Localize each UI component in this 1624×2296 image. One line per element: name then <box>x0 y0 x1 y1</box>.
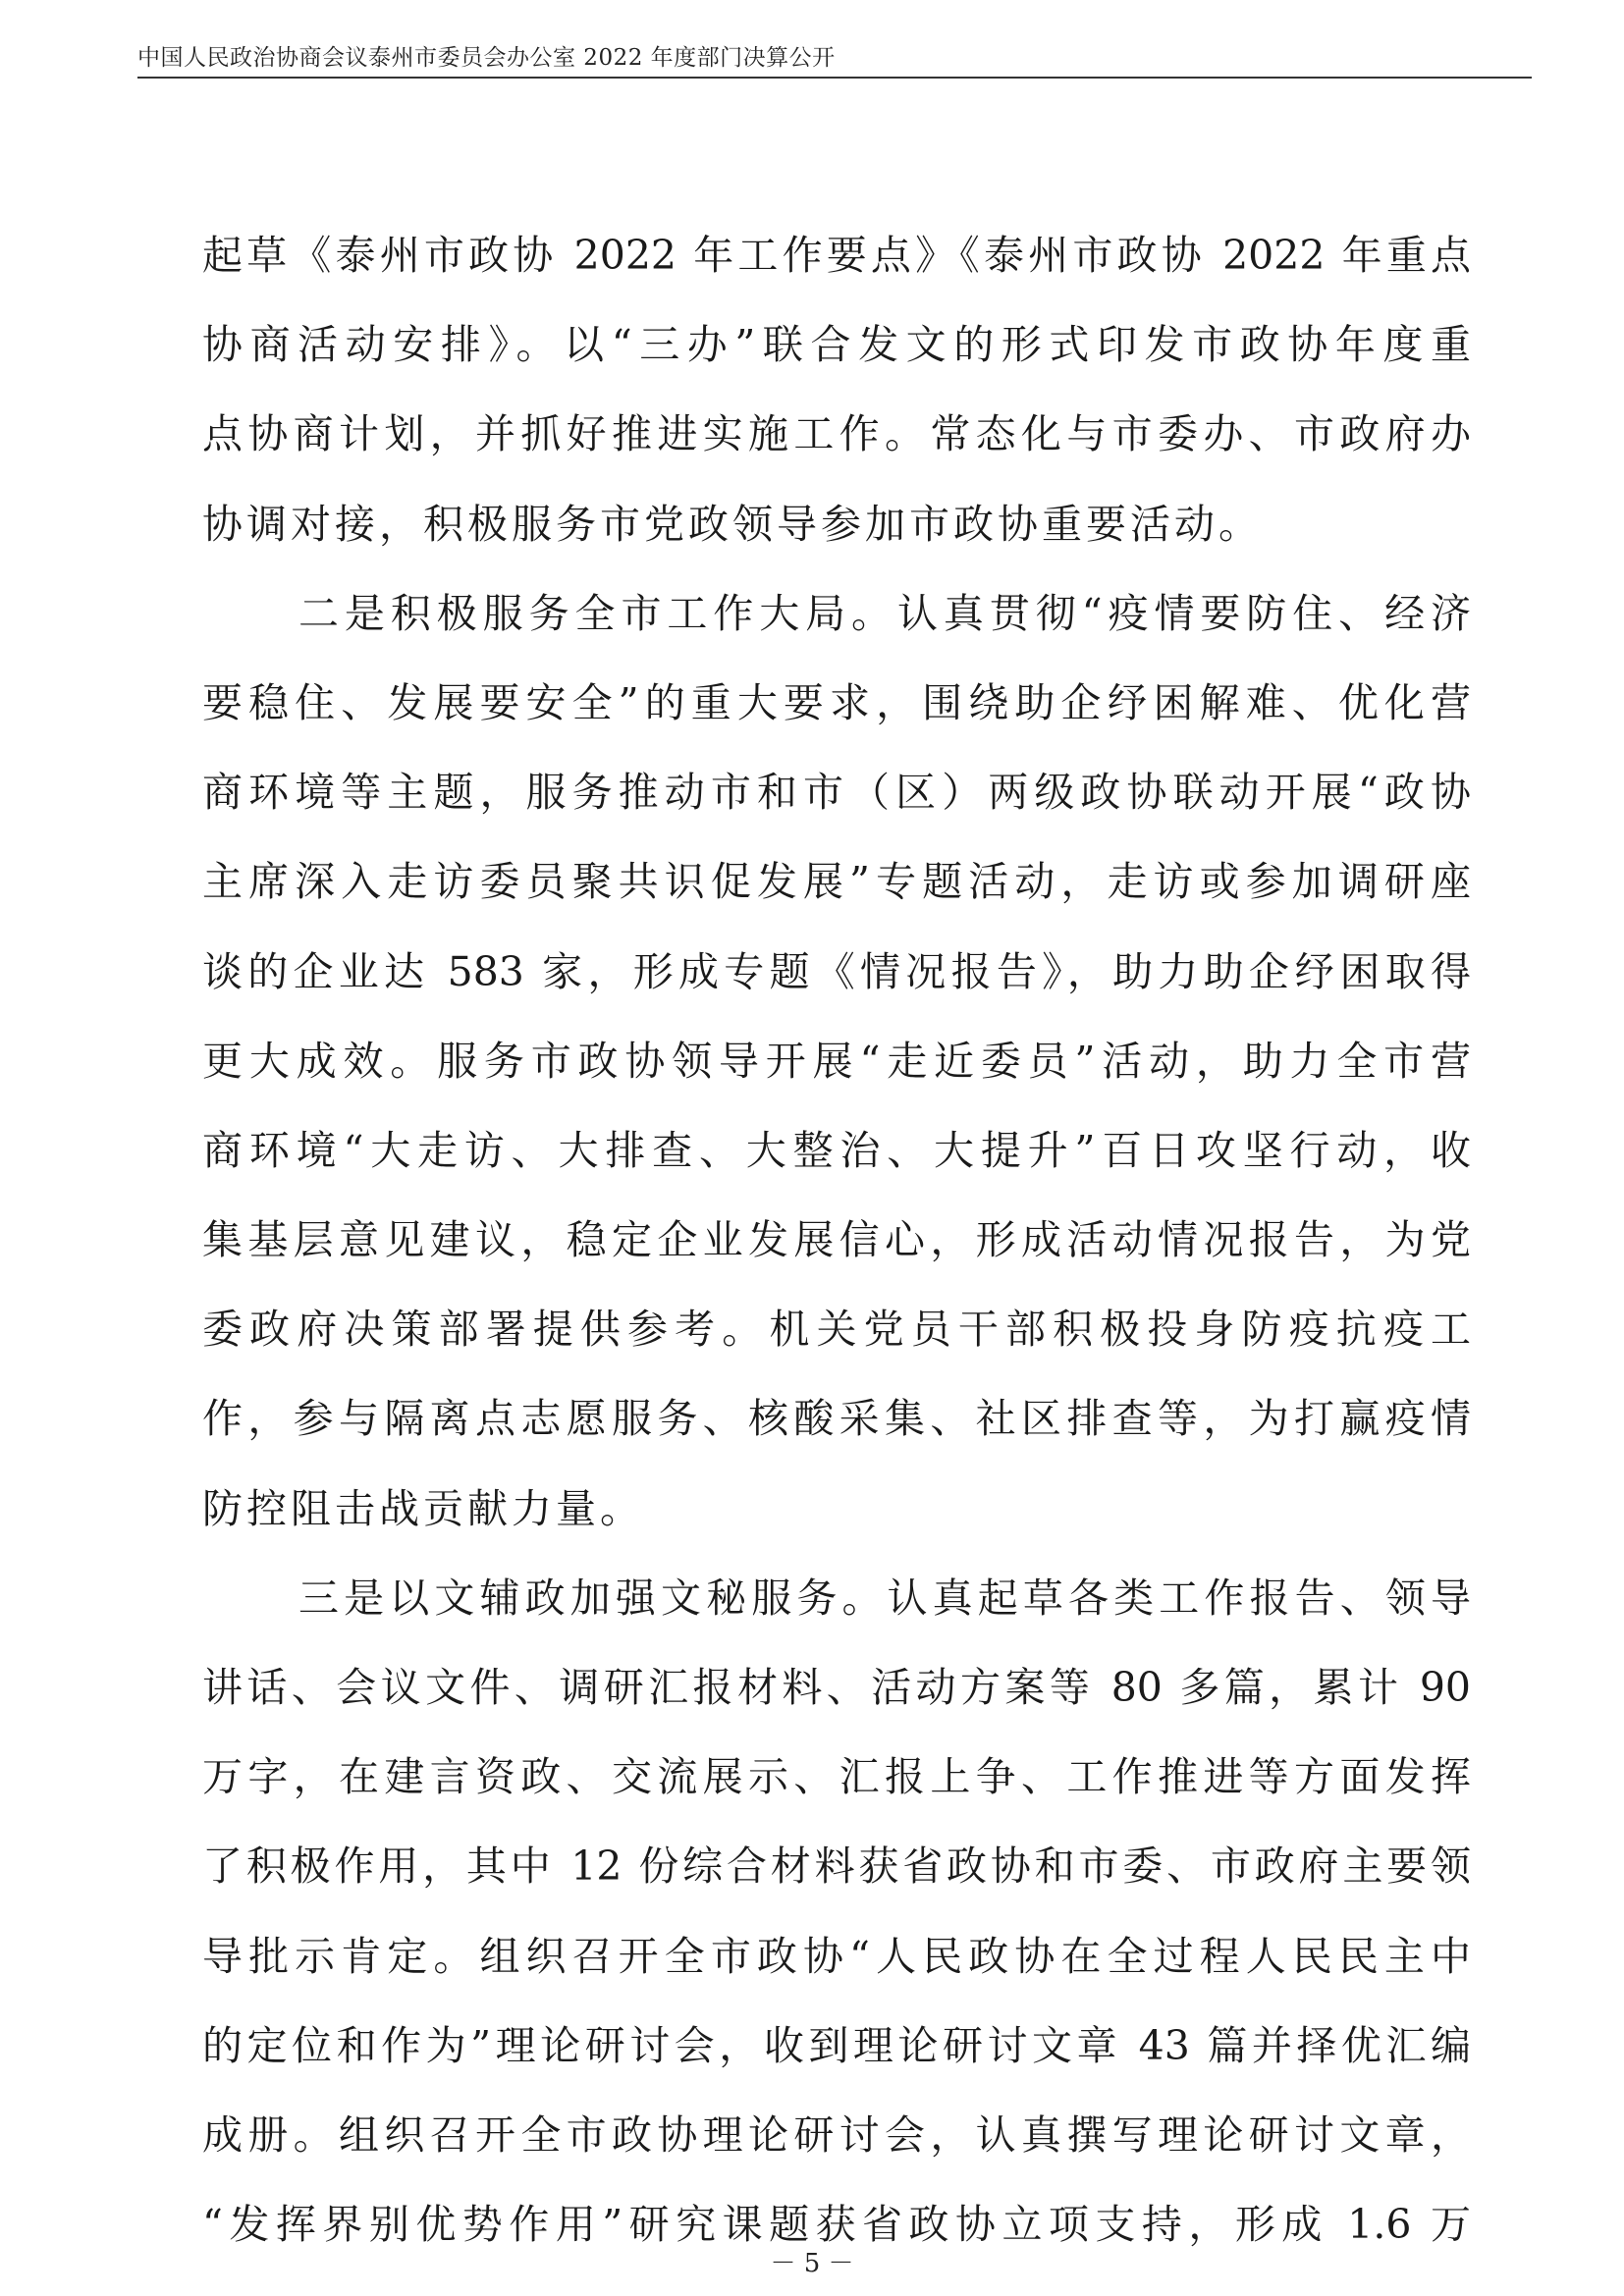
paragraph-line: 主席深入走访委员聚共识促发展”专题活动，走访或参加调研座 <box>202 858 1471 906</box>
paragraph-line: 了积极作用，其中 12 份综合材料获省政协和市委、市政府主要领 <box>202 1842 1471 1891</box>
paragraph-line: 谈的企业达 583 家，形成专题《情况报告》，助力助企纾困取得 <box>202 947 1471 995</box>
paragraph-line: 的定位和作为”理论研讨会，收到理论研讨文章 43 篇并择优汇编 <box>202 2021 1471 2069</box>
paragraph-line: 商环境等主题，服务推动市和市（区）两级政协联动开展“政协 <box>202 769 1471 817</box>
paragraph-line: 点协商计划，并抓好推进实施工作。常态化与市委办、市政府办 <box>202 410 1471 458</box>
paragraph-line: 协调对接，积极服务市党政领导参加市政协重要活动。 <box>202 500 1263 548</box>
paragraph-line: 商环境“大走访、大排查、大整治、大提升”百日攻坚行动，收 <box>202 1126 1471 1174</box>
paragraph-line: 防控阻击战贡献力量。 <box>202 1484 644 1532</box>
paragraph-line: 讲话、会议文件、调研汇报材料、活动方案等 80 多篇，累计 90 <box>202 1664 1471 1711</box>
page-header <box>137 31 1532 79</box>
paragraph-line: 二是积极服务全市工作大局。认真贯彻“疫情要防住、经济 <box>298 589 1471 637</box>
paragraph-line: 委政府决策部署提供参考。机关党员干部积极投身防疫抗疫工 <box>202 1306 1471 1354</box>
paragraph-line: 更大成效。服务市政协领导开展“走近委员”活动，助力全市营 <box>202 1037 1471 1085</box>
document-title: 中国人民政治协商会议泰州市委员会办公室 2022 年度部门决算公开 <box>137 45 836 71</box>
paragraph-line: 成册。组织召开全市政协理论研讨会，认真撰写理论研讨文章， <box>202 2110 1471 2159</box>
paragraph-line: 作，参与隔离点志愿服务、核酸采集、社区排查等，为打赢疫情 <box>202 1395 1471 1443</box>
paragraph-line: 万字，在建言资政、交流展示、汇报上争、工作推进等方面发挥 <box>202 1753 1471 1801</box>
body-text <box>202 211 1471 2269</box>
paragraph-line: 集基层意见建议，稳定企业发展信心，形成活动情况报告，为党 <box>202 1216 1471 1264</box>
paragraph-line: 起草《泰州市政协 2022 年工作要点》《泰州市政协 2022 年重点 <box>202 232 1471 279</box>
paragraph-line: 三是以文辅政加强文秘服务。认真起草各类工作报告、领导 <box>298 1574 1471 1622</box>
paragraph-line: “发挥界别优势作用”研究课题获省政协立项支持，形成 1.6 万 <box>202 2201 1471 2249</box>
paragraph-line: 导批示肯定。组织召开全市政协“人民政协在全过程人民民主中 <box>202 1932 1471 1980</box>
page-number: － 5 － <box>770 2249 854 2278</box>
paragraph-line: 协商活动安排》。以“三办”联合发文的形式印发市政协年度重 <box>202 321 1471 369</box>
paragraph-line: 要稳住、发展要安全”的重大要求，围绕助企纾困解难、优化营 <box>202 678 1471 726</box>
